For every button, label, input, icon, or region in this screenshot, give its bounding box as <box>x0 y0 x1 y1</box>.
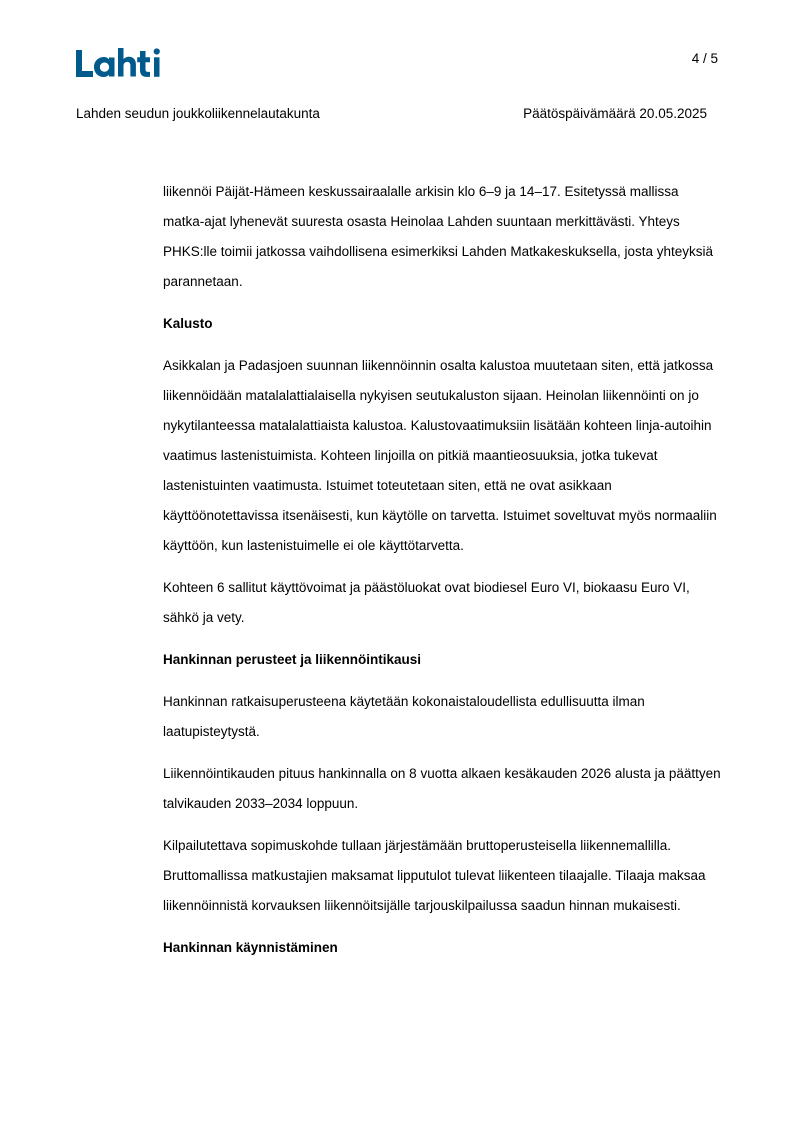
heading-kaynnistaminen: Hankinnan käynnistäminen <box>163 940 338 955</box>
page-number: 4 / 5 <box>691 51 718 66</box>
document-body <box>163 177 723 975</box>
document-header <box>76 106 707 121</box>
lahti-logo-icon <box>74 44 174 84</box>
perusteet-paragraph-2: Liikennöintikauden pituus hankinnalla on 8 vuotta alkaen kesäkauden 2026 alusta ja päättyen talvikauden 2033–2034 loppuun. <box>163 766 721 811</box>
lahti-logo <box>74 44 174 84</box>
heading-hankinnan-perusteet: Hankinnan perusteet ja liikennöintikausi <box>163 652 422 667</box>
perusteet-paragraph-3: Kilpailutettava sopimuskohde tullaan järjestämään bruttoperusteisella liikennemallilla. Bruttomallissa matkustajien maksamat lipputulot tulevat liikenteen tilaajalle. Tilaaja maksaa liikennöinnistä korvauksen liikennöitsijälle tarjouskilpailussa saadun hinnan mukaisesti. <box>163 838 706 913</box>
decision-date: Päätöspäivämäärä 20.05.2025 <box>523 106 707 121</box>
heading-kalusto: Kalusto <box>163 316 213 331</box>
kalusto-paragraph-2: Kohteen 6 sallitut käyttövoimat ja päästöluokat ovat biodiesel Euro VI, biokaasu Euro VI, sähkö ja vety. <box>163 580 690 625</box>
intro-paragraph: liikennöi Päijät-Hämeen keskussairaalalle arkisin klo 6–9 ja 14–17. Esitetyssä mallissa matka-ajat lyhenevät suuresta osasta Heinolaa Lahden suuntaan merkittävästi. Yhteys PHKS:lle toimii jatkossa vaihdollisena esimerkiksi Lahden Matkakeskuksella, josta yhteyksiä parannetaan. <box>163 184 713 289</box>
organization-name: Lahden seudun joukkoliikennelautakunta <box>76 106 320 121</box>
perusteet-paragraph-1: Hankinnan ratkaisuperusteena käytetään kokonaistaloudellista edullisuutta ilman laatupisteytystä. <box>163 694 645 739</box>
kalusto-paragraph-1: Asikkalan ja Padasjoen suunnan liikennöinnin osalta kalustoa muutetaan siten, että jatkossa liikennöidään matalalattialaisella nykyisen seutukaluston sijaan. Heinolan liikennöinti on jo nykytilanteessa matalalattiaista kalustoa. Kalustovaatimuksiin lisätään kohteen linja-autoihin vaatimus lastenistuimista. Kohteen linjoilla on pitkiä maantieosuuksia, jotka tukevat lastenistuinten vaatimusta. Istuimet toteutetaan siten, että ne ovat asikkaan käyttöönotettavissa itsenäisesti, kun käytölle on tarvetta. Istuimet soveltuvat myös normaaliin käyttöön, kun lastenistuimelle ei ole käyttötarvetta. <box>163 358 717 553</box>
